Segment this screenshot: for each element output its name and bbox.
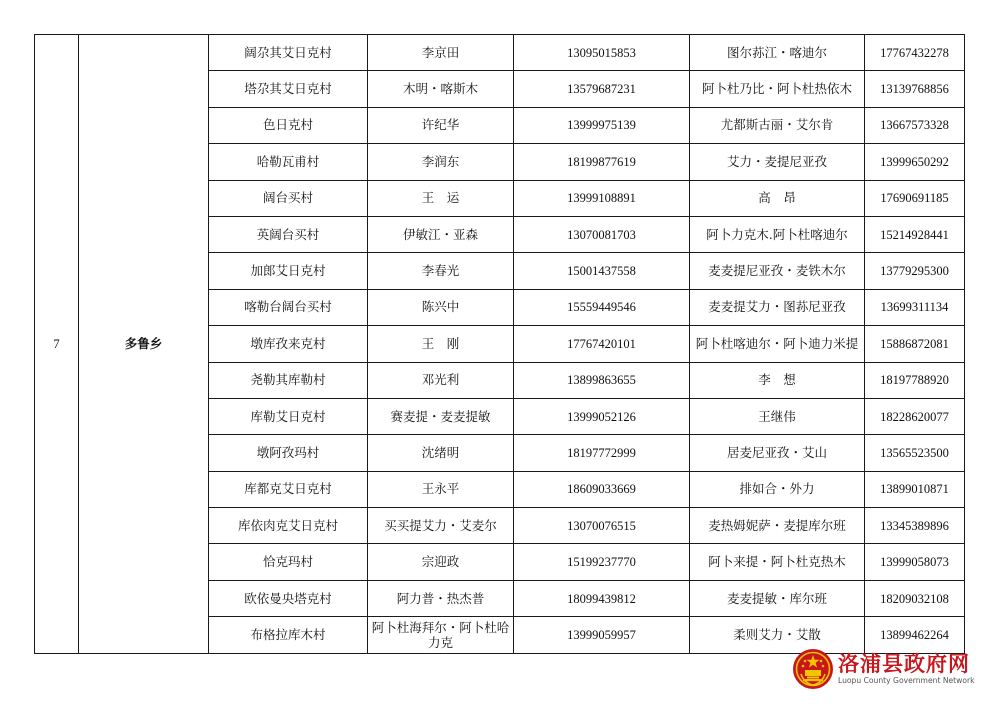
cadre-phone: 18197772999	[514, 435, 690, 471]
leader-phone: 13139768856	[865, 71, 965, 107]
cadre-phone: 15001437558	[514, 253, 690, 289]
cadre-phone: 13579687231	[514, 71, 690, 107]
village-name: 库都克艾日克村	[209, 471, 368, 507]
cadre-phone: 18199877619	[514, 144, 690, 180]
village-name: 库勒艾日克村	[209, 398, 368, 434]
cadre-name: 李春光	[368, 253, 514, 289]
leader-phone: 13699311134	[865, 289, 965, 325]
cadre-phone: 17767420101	[514, 326, 690, 362]
section-number: 7	[35, 35, 79, 654]
leader-phone: 18209032108	[865, 580, 965, 616]
leader-name: 麦麦提尼亚孜・麦铁木尔	[690, 253, 865, 289]
leader-phone: 13565523500	[865, 435, 965, 471]
leader-phone: 15214928441	[865, 216, 965, 252]
cadre-name: 宗迎政	[368, 544, 514, 580]
village-name: 色日克村	[209, 107, 368, 143]
site-watermark	[792, 645, 988, 693]
cadre-name: 李京田	[368, 35, 514, 71]
cadre-name: 木明・喀斯木	[368, 71, 514, 107]
cadre-name: 赛麦提・麦麦提敏	[368, 398, 514, 434]
cadre-name: 伊敏江・亚森	[368, 216, 514, 252]
cadre-name: 邓光利	[368, 362, 514, 398]
leader-name: 麦麦提敏・库尔班	[690, 580, 865, 616]
watermark-subtitle: Luopu County Government Network	[838, 676, 975, 685]
cadre-phone: 13070076515	[514, 508, 690, 544]
leader-name: 阿卜力克木.阿卜杜喀迪尔	[690, 216, 865, 252]
village-name: 喀勒台阔台买村	[209, 289, 368, 325]
leader-phone: 18197788920	[865, 362, 965, 398]
village-name: 墩阿孜玛村	[209, 435, 368, 471]
leader-name: 麦麦提艾力・图荪尼亚孜	[690, 289, 865, 325]
leader-phone: 13899462264	[865, 617, 965, 653]
cadre-name: 陈兴中	[368, 289, 514, 325]
national-emblem-icon	[792, 648, 834, 690]
cadre-name: 王 运	[368, 180, 514, 216]
cadre-phone: 15199237770	[514, 544, 690, 580]
village-name: 墩库孜来克村	[209, 326, 368, 362]
cadre-phone: 18099439812	[514, 580, 690, 616]
leader-phone: 15886872081	[865, 326, 965, 362]
cadre-phone: 13999052126	[514, 398, 690, 434]
leader-phone: 17690691185	[865, 180, 965, 216]
leader-name: 李 想	[690, 362, 865, 398]
leader-name: 排如合・外力	[690, 471, 865, 507]
village-name: 库依肉克艾日克村	[209, 508, 368, 544]
cadre-name: 许纪华	[368, 107, 514, 143]
village-name: 欧依曼央塔克村	[209, 580, 368, 616]
village-name: 尧勒其库勒村	[209, 362, 368, 398]
cadre-phone: 15559449546	[514, 289, 690, 325]
leader-name: 艾力・麦提尼亚孜	[690, 144, 865, 180]
leader-name: 尤都斯古丽・艾尔肯	[690, 107, 865, 143]
cadre-phone: 13999108891	[514, 180, 690, 216]
cadre-name: 李润东	[368, 144, 514, 180]
cadre-phone: 18609033669	[514, 471, 690, 507]
cadre-name: 沈绪明	[368, 435, 514, 471]
leader-name: 麦热姆妮萨・麦提库尔班	[690, 508, 865, 544]
leader-name: 阿卜杜乃比・阿卜杜热依木	[690, 71, 865, 107]
cadre-name: 阿力普・热杰普	[368, 580, 514, 616]
village-name: 哈勒瓦甫村	[209, 144, 368, 180]
roster-table	[34, 34, 965, 654]
leader-phone: 18228620077	[865, 398, 965, 434]
cadre-phone: 13070081703	[514, 216, 690, 252]
cadre-phone: 13999975139	[514, 107, 690, 143]
watermark-title: 洛浦县政府网	[838, 652, 970, 676]
village-name: 恰克玛村	[209, 544, 368, 580]
leader-phone: 13345389896	[865, 508, 965, 544]
village-name: 英阔台买村	[209, 216, 368, 252]
cadre-phone: 13095015853	[514, 35, 690, 71]
leader-phone: 13999650292	[865, 144, 965, 180]
village-name: 阔台买村	[209, 180, 368, 216]
leader-name: 王继伟	[690, 398, 865, 434]
township-name: 多鲁乡	[79, 35, 209, 654]
leader-phone: 13899010871	[865, 471, 965, 507]
roster-body	[35, 35, 965, 654]
leader-phone: 13999058073	[865, 544, 965, 580]
cadre-name: 阿卜杜海拜尔・阿卜杜哈力克	[368, 617, 514, 653]
village-name: 阔尕其艾日克村	[209, 35, 368, 71]
cadre-name: 买买提艾力・艾麦尔	[368, 508, 514, 544]
cadre-name: 王 刚	[368, 326, 514, 362]
leader-name: 高 昂	[690, 180, 865, 216]
cadre-phone: 13899863655	[514, 362, 690, 398]
leader-phone: 17767432278	[865, 35, 965, 71]
leader-name: 柔则艾力・艾散	[690, 617, 865, 653]
table-row	[35, 35, 965, 71]
cadre-name: 王永平	[368, 471, 514, 507]
village-name: 布格拉库木村	[209, 617, 368, 653]
village-name: 塔尕其艾日克村	[209, 71, 368, 107]
leader-name: 阿卜杜喀迪尔・阿卜迪力米提	[690, 326, 865, 362]
leader-phone: 13667573328	[865, 107, 965, 143]
village-name: 加郎艾日克村	[209, 253, 368, 289]
leader-phone: 13779295300	[865, 253, 965, 289]
cadre-phone: 13999059957	[514, 617, 690, 653]
leader-name: 阿卜来提・阿卜杜克热木	[690, 544, 865, 580]
leader-name: 图尔荪江・喀迪尔	[690, 35, 865, 71]
leader-name: 居麦尼亚孜・艾山	[690, 435, 865, 471]
